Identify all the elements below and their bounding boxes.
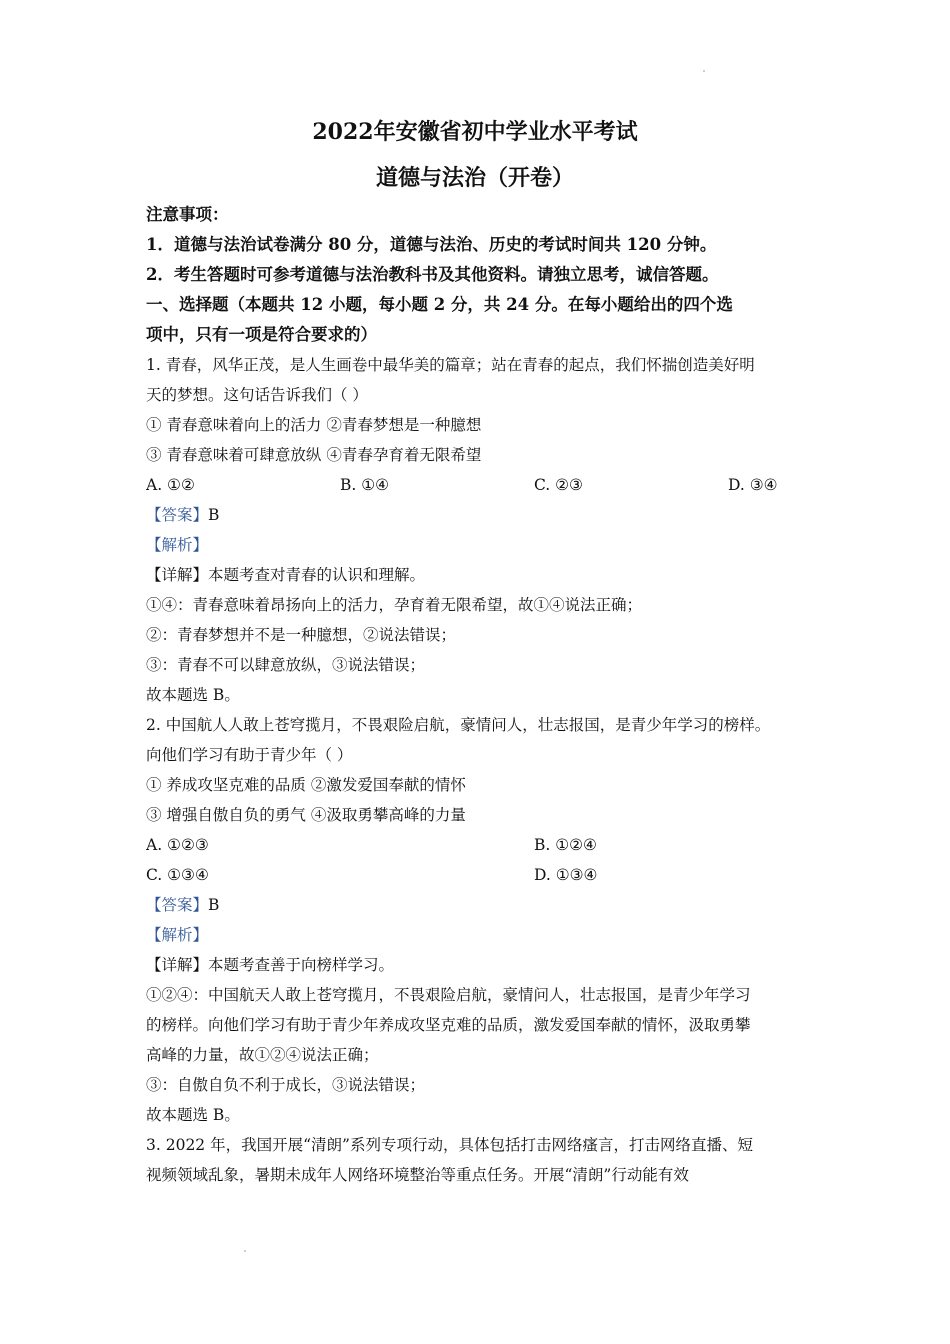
question-stem: 天的梦想。这句话告诉我们（ ） bbox=[146, 386, 368, 404]
notice-item: 2．考生答题时可参考道德与法治教科书及其他资料。请独立思考，诚信答题。 bbox=[146, 265, 719, 284]
explanation-line: ②：青春梦想并不是一种臆想，②说法错误； bbox=[146, 626, 457, 644]
section-heading: 项中，只有一项是符合要求的） bbox=[146, 325, 377, 344]
question-statement: ① 养成攻坚克难的品质 ②激发爱国奉献的情怀 bbox=[146, 776, 466, 794]
question-statement: ③ 增强自傲自负的勇气 ④汲取勇攀高峰的力量 bbox=[146, 806, 466, 824]
detail-text: 本题考查善于向榜样学习。 bbox=[208, 956, 395, 974]
option-b: B. ①④ bbox=[340, 476, 390, 494]
question-statement: ① 青春意味着向上的活力 ②青春梦想是一种臆想 bbox=[146, 416, 482, 434]
option-c: C. ②③ bbox=[534, 476, 583, 494]
option-row bbox=[146, 830, 816, 860]
detail-line bbox=[146, 950, 816, 980]
explanation-line: ①②④：中国航天人敢上苍穹揽月，不畏艰险启航，豪情问人，壮志报国，是青少年学习 bbox=[146, 986, 751, 1004]
explanation-line: ①④：青春意味着昂扬向上的活力，孕育着无限希望，故①④说法正确； bbox=[146, 596, 643, 614]
answer-value: B bbox=[208, 506, 220, 524]
exam-title: 2022年安徽省初中学业水平考试 bbox=[312, 119, 638, 145]
section-heading: 一、选择题（本题共 12 小题，每小题 2 分，共 24 分。在每小题给出的四个选 bbox=[146, 295, 733, 314]
detail-tag: 【详解】 bbox=[146, 566, 209, 584]
analysis-line bbox=[146, 530, 816, 560]
option-row bbox=[146, 860, 816, 890]
exam-content bbox=[146, 200, 816, 1190]
analysis-tag: 【解析】 bbox=[146, 926, 209, 944]
question-stem: 2. 中国航人人敢上苍穹揽月，不畏艰险启航，豪情问人，壮志报国，是青少年学习的榜样。 bbox=[146, 716, 771, 734]
answer-tag: 【答案】 bbox=[146, 506, 209, 524]
question-statement: ③ 青春意味着可肆意放纵 ④青春孕育着无限希望 bbox=[146, 446, 482, 464]
answer-value: B bbox=[208, 896, 220, 914]
option-row bbox=[146, 470, 816, 500]
option-d: D. ③④ bbox=[728, 476, 778, 494]
exam-subtitle: 道德与法治（开卷） bbox=[375, 165, 574, 191]
question-stem: 3. 2022 年，我国开展“清朗”系列专项行动，具体包括打击网络瘙言，打击网络直播、短 bbox=[146, 1136, 753, 1154]
analysis-line bbox=[146, 920, 816, 950]
detail-text: 本题考查对青春的认识和理解。 bbox=[208, 566, 426, 584]
detail-tag: 【详解】 bbox=[146, 956, 209, 974]
option-d: D. ①③④ bbox=[534, 866, 598, 884]
explanation-line: 故本题选 B。 bbox=[146, 1106, 240, 1124]
scan-dot bbox=[244, 1250, 246, 1252]
question-stem: 向他们学习有助于青少年（ ） bbox=[146, 746, 353, 764]
explanation-line: ③：自傲自负不利于成长，③说法错误； bbox=[146, 1076, 426, 1094]
question-stem: 1. 青春，风华正茂，是人生画卷中最华美的篇章；站在青春的起点，我们怀揣创造美好明 bbox=[146, 356, 755, 374]
explanation-line: ③：青春不可以肆意放纵，③说法错误； bbox=[146, 656, 426, 674]
notice-heading: 注意事项： bbox=[146, 205, 229, 224]
detail-line bbox=[146, 560, 816, 590]
explanation-line: 高峰的力量，故①②④说法正确； bbox=[146, 1046, 379, 1064]
scan-dot bbox=[703, 70, 705, 72]
explanation-line: 的榜样。向他们学习有助于青少年养成攻坚克难的品质，激发爱国奉献的情怀，汲取勇攀 bbox=[146, 1016, 751, 1034]
explanation-line: 故本题选 B。 bbox=[146, 686, 240, 704]
analysis-tag: 【解析】 bbox=[146, 536, 209, 554]
answer-tag: 【答案】 bbox=[146, 896, 209, 914]
option-a: A. ①② bbox=[146, 476, 195, 494]
answer-line bbox=[146, 890, 816, 920]
question-stem: 视频领域乱象，暑期未成年人网络环境整治等重点任务。开展“清朗”行动能有效 bbox=[146, 1166, 689, 1184]
option-c: C. ①③④ bbox=[146, 866, 209, 884]
option-b: B. ①②④ bbox=[534, 836, 597, 854]
option-a: A. ①②③ bbox=[146, 836, 209, 854]
notice-item: 1．道德与法治试卷满分 80 分，道德与法治、历史的考试时间共 120 分钟。 bbox=[146, 235, 717, 254]
answer-line bbox=[146, 500, 816, 530]
